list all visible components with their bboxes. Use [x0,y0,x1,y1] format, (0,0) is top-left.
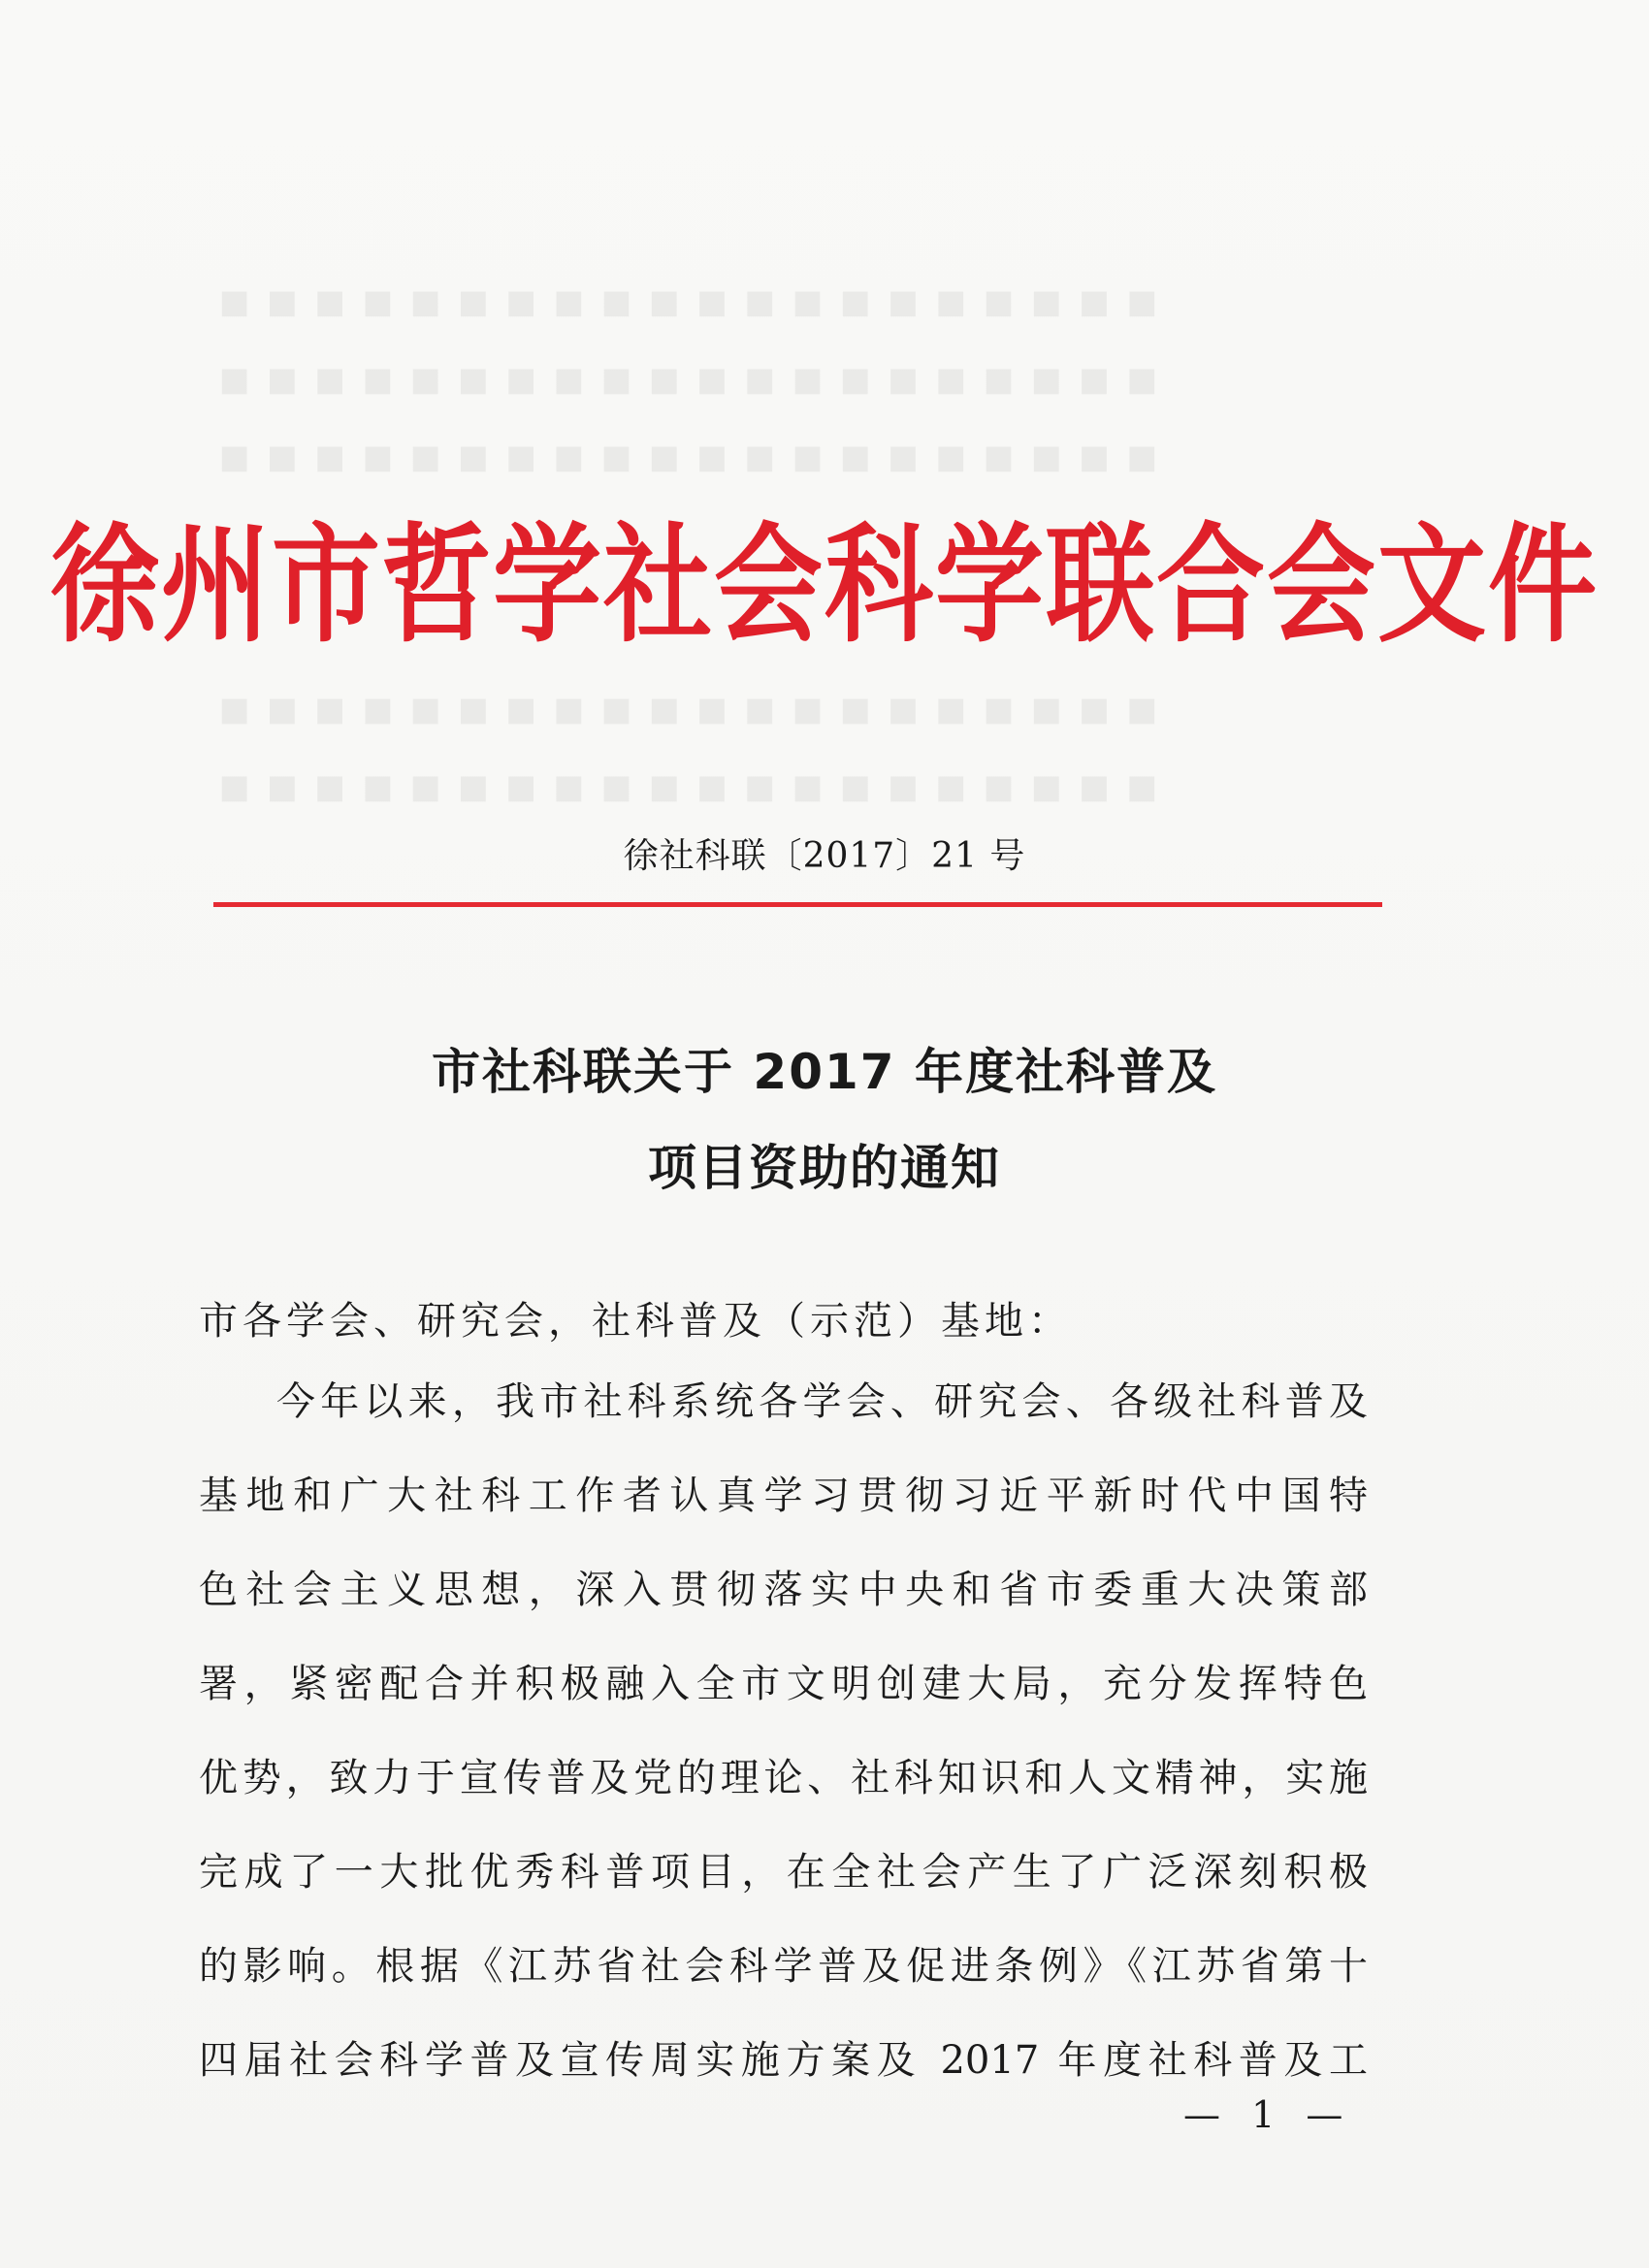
bleed-through-texture: ▪▪▪▪▪▪▪▪▪▪▪▪▪▪▪▪▪▪▪▪ [204,349,1159,407]
salutation: 市各学会、研究会，社科普及（示范）基地： [199,1299,1072,1344]
body-text-line: 的影响。根据《江苏省社会科学普及促进条例》《江苏省第十 [199,1944,1368,1989]
body-text-line: 四届社会科学普及宣传周实施方案及 2017 年度社科普及工 [199,2038,1368,2083]
bleed-through-texture: ▪▪▪▪▪▪▪▪▪▪▪▪▪▪▪▪▪▪▪▪ [204,272,1159,330]
issuer-header-title: 徐州市哲学社会科学联合会文件 [50,511,1599,661]
body-text-line: 优势，致力于宣传普及党的理论、社科知识和人文精神，实施 [199,1756,1368,1800]
body-text-line: 署，紧密配合并积极融入全市文明创建大局，充分发挥特色 [199,1662,1368,1706]
bleed-through-texture: ▪▪▪▪▪▪▪▪▪▪▪▪▪▪▪▪▪▪▪▪ [204,757,1159,815]
red-divider-rule [213,902,1382,907]
body-text-line: 完成了一大批优秀科普项目，在全社会产生了广泛深刻积极 [199,1850,1368,1895]
document-number: 徐社科联〔2017〕21 号 [623,836,1026,876]
page-number: — 1 — [1183,2093,1353,2136]
body-text-line: 色社会主义思想，深入贯彻落实中央和省市委重大决策部 [199,1568,1368,1612]
body-text-line: 今年以来，我市社科系统各学会、研究会、各级社科普及 [276,1379,1368,1424]
bleed-through-texture: ▪▪▪▪▪▪▪▪▪▪▪▪▪▪▪▪▪▪▪▪ [204,427,1159,485]
bleed-through-texture: ▪▪▪▪▪▪▪▪▪▪▪▪▪▪▪▪▪▪▪▪ [204,679,1159,737]
body-text-line: 基地和广大社科工作者认真学习贯彻习近平新时代中国特 [199,1474,1368,1518]
notice-title-line-2: 项目资助的通知 [648,1140,1001,1196]
notice-title-line-1: 市社科联关于 2017 年度社科普及 [432,1044,1217,1100]
